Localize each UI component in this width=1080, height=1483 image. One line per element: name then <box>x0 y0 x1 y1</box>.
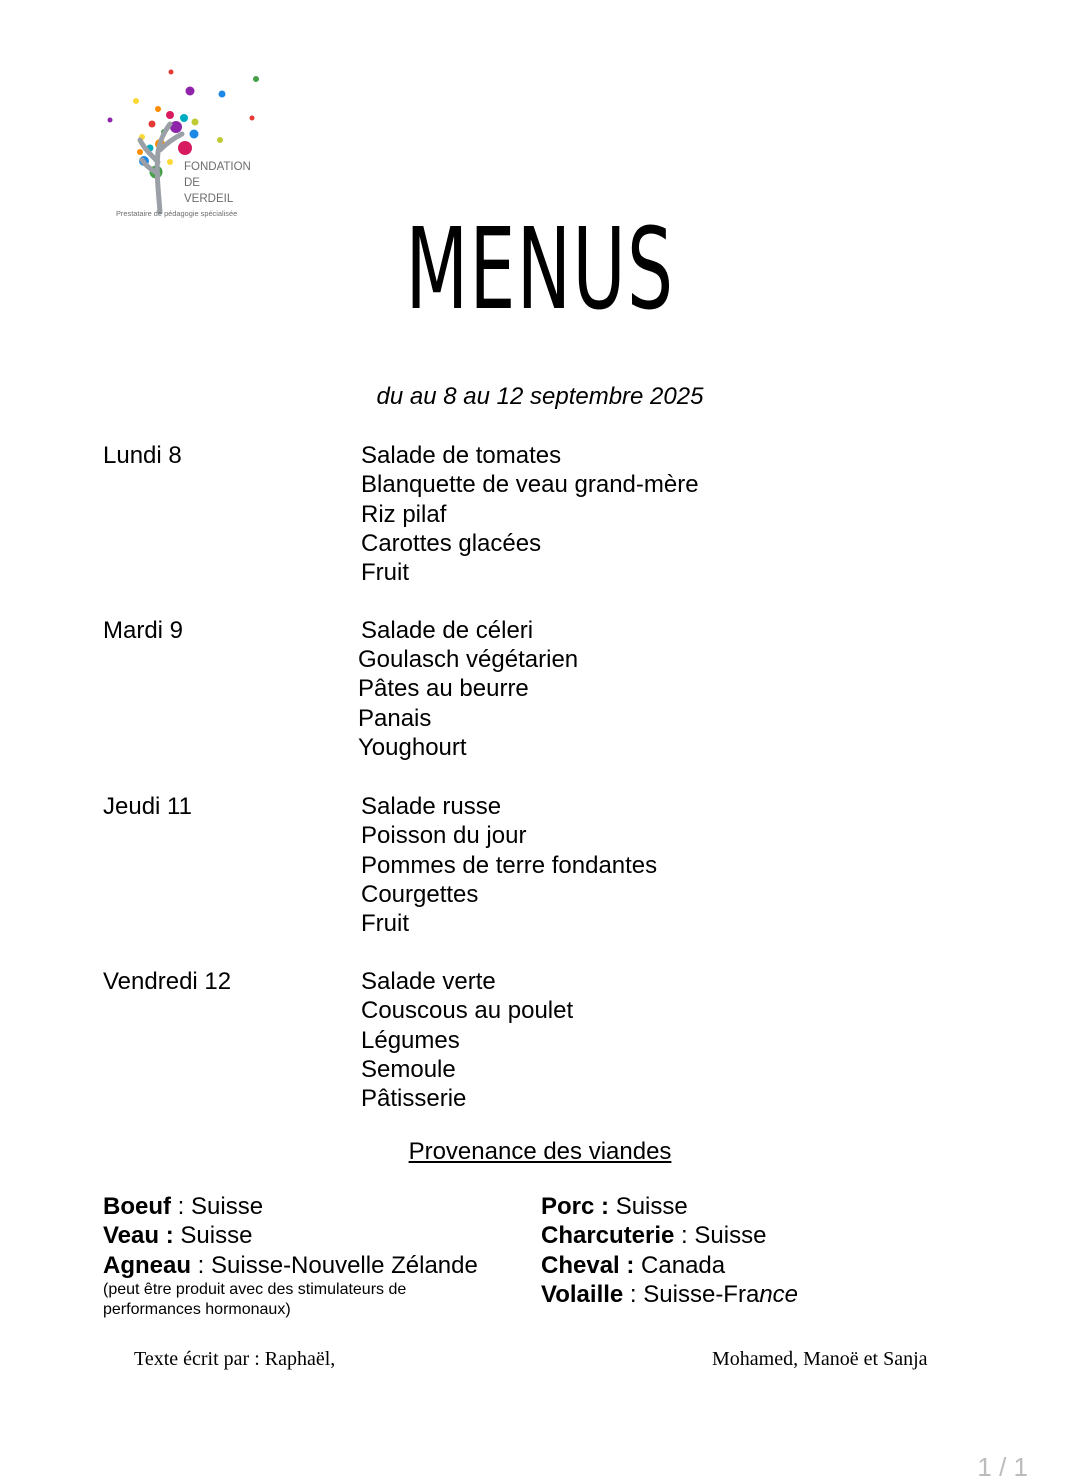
logo-dot <box>192 119 199 126</box>
dish-item: Poisson du jour <box>361 822 527 850</box>
meat-name: Volaille <box>541 1280 624 1308</box>
meat-name: Cheval : <box>541 1251 635 1279</box>
meat-name: Porc : <box>541 1193 610 1220</box>
logo-dot <box>250 116 255 121</box>
meat-name: Charcuterie <box>541 1222 675 1250</box>
dish-item: Salade de céleri <box>361 617 534 644</box>
meat-origin: Suisse-Nouvelle Zélande <box>211 1251 478 1279</box>
dish-item: Fruit <box>361 559 409 587</box>
logo-tagline: Prestataire de pédagogie spécialisée <box>116 209 238 218</box>
logo-dot <box>253 76 259 82</box>
signature-right: Mohamed, Manoë et Sanja <box>712 1348 928 1370</box>
meat-name: Veau : <box>103 1222 174 1250</box>
logo-dot <box>155 106 161 112</box>
hormone-note-line1: (peut être produit avec des stimulateurs de <box>103 1280 407 1298</box>
logo-dot <box>219 91 226 98</box>
dish-item: Courgettes <box>361 880 479 908</box>
hormone-note-line2: performances hormonaux) <box>103 1300 291 1318</box>
logo-dot <box>167 159 173 165</box>
menu-list-vendredi <box>361 967 573 1113</box>
logo-dot <box>190 130 199 139</box>
meat-origin: Suisse <box>615 1193 688 1220</box>
dish-item: Pâtisserie <box>361 1085 467 1113</box>
logo-dot <box>178 141 192 155</box>
dish-item: Légumes <box>361 1026 460 1054</box>
provenance-heading: Provenance des viandes <box>408 1138 672 1165</box>
logo-dot <box>166 111 174 119</box>
day-label-lundi: Lundi 8 <box>103 442 182 469</box>
meat-separator <box>609 1193 616 1220</box>
dish-item: Salade russe <box>361 793 502 820</box>
meat-origin-row <box>541 1280 798 1309</box>
logo-dot <box>149 121 156 128</box>
dish-item: Blanquette de veau grand-mère <box>361 471 699 499</box>
dish-item: Pâtes au beurre <box>358 675 529 703</box>
logo-dot <box>108 118 113 123</box>
logo-text-line2: DE <box>184 177 200 189</box>
page-title: MENUS <box>405 205 675 335</box>
dish-item: Youghourt <box>358 733 467 761</box>
meat-origin-row <box>541 1192 798 1221</box>
meat-origin: Suisse <box>191 1193 264 1220</box>
meat-origin: Suisse-Fra <box>643 1280 760 1308</box>
date-range: du au 8 au 12 septembre 2025 <box>376 383 704 410</box>
meat-origin: Canada <box>641 1251 726 1279</box>
dish-item: Semoule <box>361 1055 456 1083</box>
meat-origin-row <box>541 1251 798 1280</box>
meat-origin-row <box>103 1251 478 1280</box>
dish-item: Salade de tomates <box>361 442 562 469</box>
meat-origin-row <box>103 1192 478 1221</box>
logo-dot <box>137 149 143 155</box>
dish-item: Carottes glacées <box>361 529 542 557</box>
dish-item: Goulasch végétarien <box>358 646 579 673</box>
logo-dot <box>186 87 195 96</box>
meat-separator: : <box>191 1251 212 1279</box>
meat-origin-italic: nce <box>759 1280 799 1308</box>
meat-origin: Suisse <box>694 1222 767 1250</box>
meat-name: Boeuf <box>103 1193 171 1220</box>
meat-origin: Suisse <box>180 1222 253 1250</box>
logo-dot <box>169 70 174 75</box>
meat-separator: : <box>171 1193 192 1220</box>
meat-separator: : <box>674 1222 695 1250</box>
signature-left: Texte écrit par : Raphaël, <box>134 1348 336 1370</box>
page-indicator: 1 / 1 <box>977 1452 1028 1482</box>
meat-origin-row <box>541 1221 798 1250</box>
dish-item: Pommes de terre fondantes <box>361 851 658 879</box>
day-label-jeudi: Jeudi 11 <box>103 793 192 820</box>
dish-item: Panais <box>358 704 432 732</box>
logo-text-line3: VERDEIL <box>184 193 234 205</box>
dish-item: Salade verte <box>361 968 496 995</box>
meat-name: Agneau <box>103 1251 192 1279</box>
tree-logo-icon <box>100 62 270 222</box>
meat-separator: : <box>623 1280 644 1308</box>
provenance-right-column <box>541 1192 798 1309</box>
logo-text-line1: FONDATION <box>184 161 251 173</box>
provenance-left-column <box>103 1192 478 1320</box>
menu-list-mardi <box>358 645 578 762</box>
dish-item: Couscous au poulet <box>361 997 574 1025</box>
day-label-mardi: Mardi 9 <box>103 617 184 644</box>
logo-dot <box>217 137 223 143</box>
dish-item: Riz pilaf <box>361 500 447 528</box>
logo-dot <box>133 98 139 104</box>
menu-list-lundi <box>361 441 699 587</box>
meat-origin-row <box>103 1221 478 1250</box>
fondation-de-verdeil-logo <box>100 62 270 222</box>
logo-dot <box>180 114 188 122</box>
dish-item: Fruit <box>361 910 409 938</box>
day-label-vendredi: Vendredi 12 <box>103 968 232 995</box>
menu-list-jeudi <box>361 792 657 938</box>
